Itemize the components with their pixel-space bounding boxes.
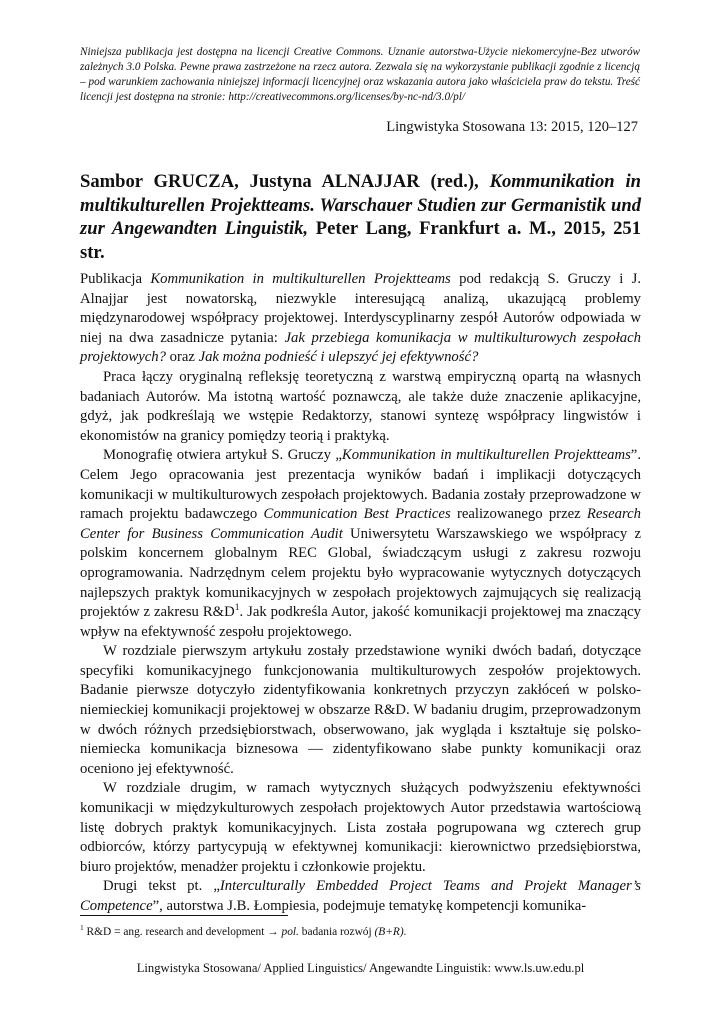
text-span: oraz [165,349,199,366]
paragraph-4: W rozdziale pierwszym artykułu zostały przedstawione wyniki dwóch badań, dotyczące specyfiki komunikacyjnego funkcjonowania multikulturowych zespołów projektowych. Badanie pierwsze dotyczyło zidentyfikowania konkretnych przyczyn zakłóceń w polsko-niemieckiej komunikacji projektowej w obszarze R&D. W badaniu drugim, przeprowadzonym w dwóch różnych przedsiębiorstwach, obserwowano, jak wygląda i kształtuje się polsko-niemiecka komunikacja biznesowa — zidentyfikowano słabe punkty komunikacji oraz oceniono jej efektywność. [80,643,641,777]
italic-title: Kommunikation in multikulturellen Projektteams [150,271,451,287]
paragraph-3 [80,446,641,642]
text-span: realizowanego przez [450,506,587,523]
footnote-reference[interactable]: 1 [234,602,240,614]
italic-project-name: Communication Best Practices [263,506,451,523]
italic-question: Jak można podnieść i ulepszyć jej efektywność? [198,349,479,366]
review-authors: Sambor GRUCZA, Justyna ALNAJJAR (red.), [80,171,479,192]
text-span: Uniwersytetu Warszawskiego we współpracy z polskim koncernem globalnym REC Global, świadczącym usługi z zakresu rozwoju oprogramowania. Nadrzędnym celem projektu było wypracowanie wytycznych dotyczących najlepszych praktyk komunikacyjnych w zespołach projektowych zajmujących się realizacją projektów z zakresu R&D [80,525,641,621]
text-span: ”. Celem Jego opracowania jest prezentacja wyników badań i implikacji dotyczących komunikacji w multikulturowych zespołach projektowych. Badania zostały przeprowadzone w ramach projektu badawczego [80,447,641,523]
footnote-mark: 1 [80,923,84,933]
text-span: . Jak podkreśla Autor, jakość komunikacji projektowej ma znaczący wpływ na efektywność zespołu projektowego. [80,604,641,640]
text-span: badania rozwój [298,926,375,938]
text-span: Monografię otwiera artykuł S. Gruczy „ [103,447,342,464]
review-heading [80,170,641,264]
italic-title: Interculturally Embedded Project Teams and Projekt Manager’s Competence [80,878,641,914]
license-notice: Niniejsza publikacja jest dostępna na licencji Creative Commons. Uznanie autorstwa-Użycie niekomercyjne-Bez utworów zależnych 3.0 Polska. Pewne prawa zastrzeżone na rzecz autora. Zezwala się na wykorzystanie publikacji zgodnie z licencją – pod warunkiem zachowania niniejszej informacji licencyjnej oraz wskazania autora jako właściciela praw do tekstu. Treść licencji jest dostępna na stronie: http://creativecommons.org/licenses/by-nc-nd/3.0/pl/ [80,46,640,103]
paragraph-2: Praca łączy oryginalną refleksję teoretyczną z warstwą empiryczną opartą na własnych badaniach Autorów. Ma istotną wartość poznawczą, ale także duże znaczenie aplikacyjne, gdyż, jak podkreślają we wstępie Redaktorzy, stanowi syntezę współpracy lingwistów i ekonomistów na granicy pomiędzy teorią i praktyką. [80,368,641,444]
italic-title: Kommunikation in multikulturellen Projektteams [341,447,631,464]
text-span: ”, autorstwa J.B. Łompiesia, podejmuje tematykę kompetencji komunika- [152,898,587,914]
page-footer: Lingwistyka Stosowana/ Applied Linguistics/ Angewandte Linguistik: www.ls.uw.edu.pl [136,961,585,975]
journal-reference: Lingwistyka Stosowana 13: 2015, 120–127 [386,119,638,135]
italic-center-name: Research Center for Business Communication Audit [80,506,641,542]
review-publisher: Peter Lang, Frankfurt a. M., 2015, 251 str. [80,218,642,263]
review-body [80,270,641,917]
italic-abbrev: (B+R). [374,926,407,938]
footnote [80,925,641,939]
text-span: Drugi tekst pt. „ [103,878,220,895]
paragraph-6 [80,877,641,916]
paragraph-1 [80,270,641,368]
text-span: pod redakcją S. Gruczy i J. Alnajjar jest nowatorską, niezwykle interesującą analizą, ukazującą problemy międzynarodowej współpracy projektowej. Interdyscyplinarny zespół Autorów odpowiada w niej na dwa zasadnicze pytania: [80,271,642,346]
paragraph-5: W rozdziale drugim, w ramach wytycznych służących podwyższeniu efektywności komunikacji w międzykulturowych zespołach projektowych Autor przedstawia wartościową listę dobrych praktyk komunikacyjnych. Lista została pogrupowana wg czterech grup odbiorców, którzy partycypują w efektywnej komunikacji: kierownictwo przedsiębiorstwa, biuro projektów, menadżer projektu i członkowie projektu. [80,780,641,875]
italic-question: Jak przebiega komunikacja w multikulturowych zespołach projektowych? [80,329,641,366]
footnote-divider [80,915,288,916]
text-span: Publikacja [80,271,151,287]
review-book-title: Kommunikation in multikulturellen Projektteams. Warschauer Studien zur Germanistik und zur Angewandten Linguistik, [80,171,641,239]
text-span: R&D = ang. research and development → [83,926,282,938]
italic-abbrev: pol. [281,926,299,938]
